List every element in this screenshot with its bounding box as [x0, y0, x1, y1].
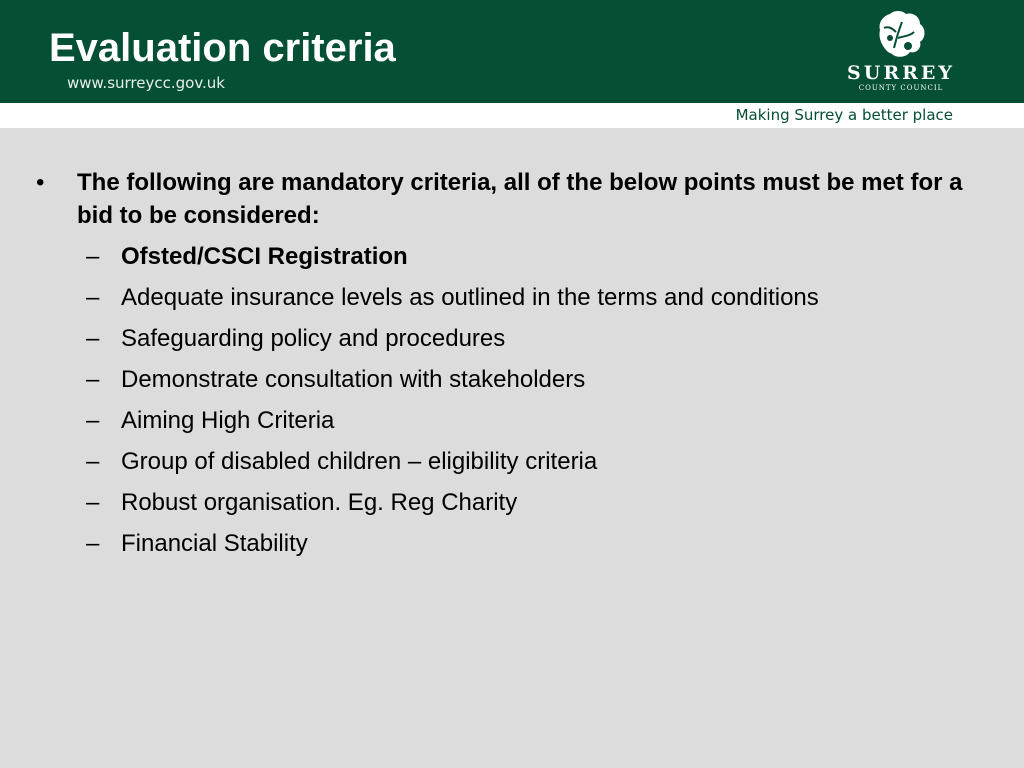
- criteria-list: [86, 240, 986, 568]
- website-url: www.surreycc.gov.uk: [67, 74, 225, 92]
- dash-icon: –: [86, 489, 100, 516]
- dash-icon: –: [86, 325, 100, 352]
- dash-icon: –: [86, 448, 100, 475]
- list-item-text: Demonstrate consultation with stakeholders: [121, 366, 586, 393]
- dash-icon: –: [86, 407, 100, 434]
- list-item: [86, 486, 986, 527]
- list-item-text: Safeguarding policy and procedures: [121, 325, 506, 352]
- header-banner: [0, 0, 1024, 103]
- list-item: [86, 240, 986, 281]
- list-item: [86, 527, 986, 568]
- dash-icon: –: [86, 243, 100, 270]
- page-title: Evaluation criteria: [49, 26, 396, 70]
- list-item-text: Aiming High Criteria: [121, 407, 335, 434]
- logo-wordmark: SURREY: [847, 62, 955, 84]
- list-item-text: Financial Stability: [121, 530, 308, 557]
- dash-icon: –: [86, 366, 100, 393]
- list-item: [86, 445, 986, 486]
- oak-leaf-icon: [872, 8, 930, 60]
- tagline: Making Surrey a better place: [735, 106, 953, 124]
- list-item: [86, 363, 986, 404]
- tagline-strip: [0, 103, 1024, 128]
- slide-content: [0, 128, 1024, 768]
- list-item: [86, 404, 986, 445]
- council-logo: [836, 8, 966, 98]
- list-item-text: Ofsted/CSCI Registration: [121, 243, 408, 270]
- list-item-text: Robust organisation. Eg. Reg Charity: [121, 489, 518, 516]
- main-bullet-text: The following are mandatory criteria, all of the below points must be met for a bid to be considered:: [77, 169, 963, 229]
- list-item: [86, 322, 986, 363]
- dash-icon: –: [86, 284, 100, 311]
- list-item-text: Group of disabled children – eligibility criteria: [121, 448, 598, 475]
- list-item-text: Adequate insurance levels as outlined in the terms and conditions: [121, 284, 819, 311]
- logo-subtitle: COUNTY COUNCIL: [858, 84, 944, 92]
- list-item: [86, 281, 986, 322]
- dash-icon: –: [86, 530, 100, 557]
- bullet-icon: •: [36, 169, 45, 196]
